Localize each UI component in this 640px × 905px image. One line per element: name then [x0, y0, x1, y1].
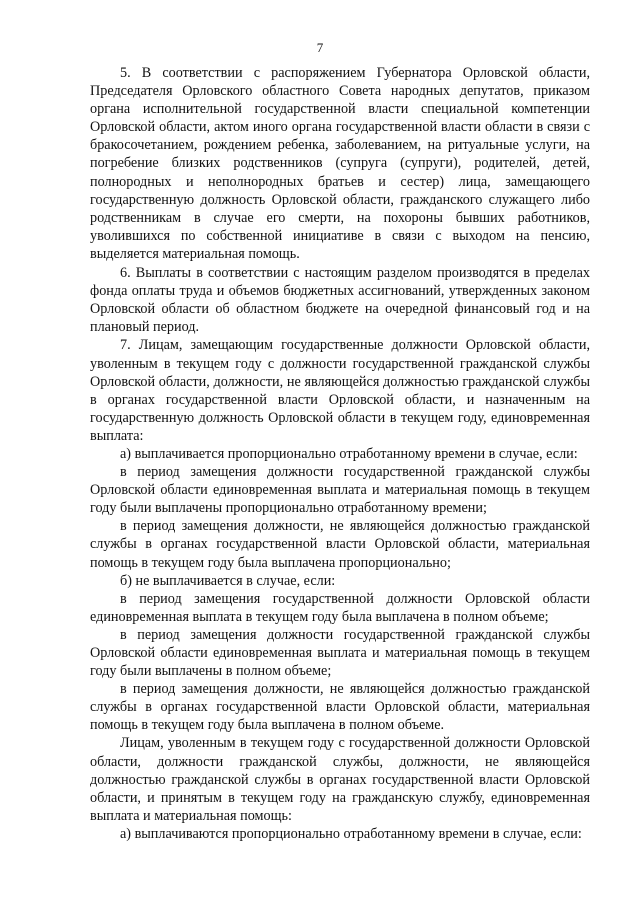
- clause-a-repeat-heading: а) выплачиваются пропорционально отработанному времени в случае, если:: [120, 825, 582, 842]
- clause-a-heading: а) выплачивается пропорционально отработанному времени в случае, если:: [120, 445, 578, 462]
- page-number: 7: [316, 40, 324, 55]
- clause-b-item-1: в период замещения государственной должности Орловской области единовременная выплата в текущем году была выплачена в полном объеме;: [90, 590, 590, 625]
- clause-a-item-1: в период замещения должности государственной гражданской службы Орловской области единовременная выплата и материальная помощь в текущем году были выплачены пропорционально отработанному времени;: [90, 464, 590, 517]
- clause-b-heading: б) не выплачивается в случае, если:: [120, 572, 336, 589]
- clause-a-item-2: в период замещения должности, не являющейся должностью гражданской службы в органах государственной власти Орловской области, материальная помощь в текущем году была выплачена пропорционально;: [90, 518, 590, 571]
- dismissed-persons-paragraph: Лицам, уволенным в текущем году с государственной должности Орловской области, должности гражданской службы, должности, не являющейся должностью гражданской службы в органах государственной власти Орловской области, и принятым в текущем году на гражданскую службу, единовременная выплата и материальная помощь:: [90, 735, 590, 824]
- document-body: [90, 64, 590, 843]
- paragraph-5: 5. В соответствии с распоряжением Губернатора Орловской области, Председателя Орловского областного Совета народных депутатов, приказом органа исполнительной государственной власти специальной компетенции Орловской области, актом иного органа государственной власти области в связи с бракосочетанием, рождением ребенка, заболеванием, на ритуальные услуги, на погребение близких родственников (супруга (супруги), родителей, детей, полнородных и неполнородных братьев и сестер) лица, замещающего государственную должность Орловской области, гражданского служащего либо родственникам в случае его смерти, на похороны бывших работников, уволившихся по собственной инициативе в связи с выходом на пенсию, выделяется материальная помощь.: [90, 65, 590, 262]
- paragraph-6: 6. Выплаты в соответствии с настоящим разделом производятся в пределах фонда оплаты труда и объемов бюджетных ассигнований, утвержденных законом Орловской области об областном бюджете на очередной финансовый год и на плановый период.: [90, 265, 590, 336]
- paragraph-7: 7. Лицам, замещающим государственные должности Орловской области, уволенным в текущем году с должности государственной гражданской службы Орловской области, должности, не являющейся должностью гражданской службы в органах государственной власти Орловской области, и назначенным на государственную должность Орловской области в текущем году, единовременная выплата:: [90, 337, 590, 444]
- clause-b-item-3: в период замещения должности, не являющейся должностью гражданской службы в органах государственной власти Орловской области, материальная помощь в текущем году была выплачена в полном объеме.: [90, 681, 590, 734]
- clause-b-item-2: в период замещения должности государственной гражданской службы Орловской области единовременная выплата и материальная помощь в текущем году были выплачены в полном объеме;: [90, 626, 590, 680]
